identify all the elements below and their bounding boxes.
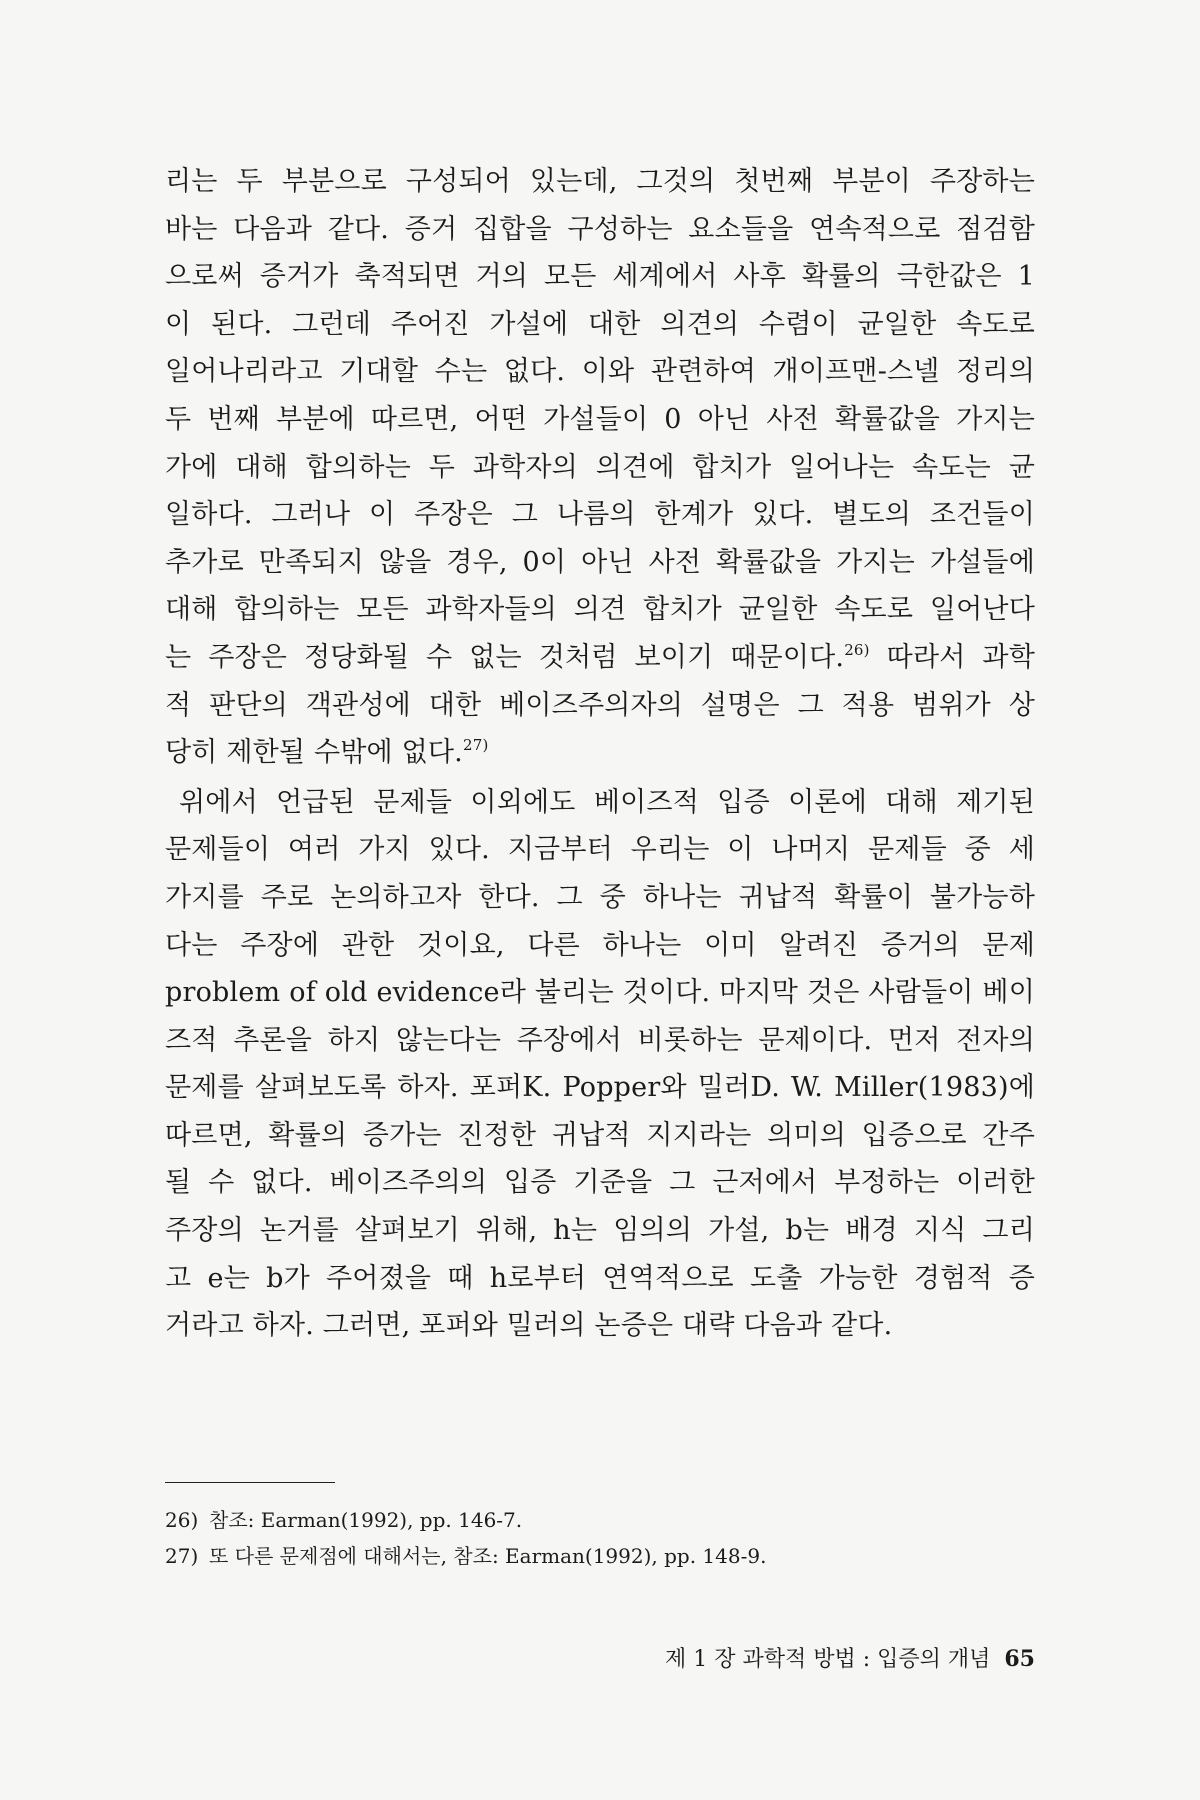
paragraph-1 [165,158,1035,777]
text-line: 적 판단의 객관성에 대한 베이즈주의자의 설명은 그 적용 범위가 상 [165,689,1035,721]
text-line-with-footnote-ref [165,729,1035,777]
text-line: 주장의 논거를 살펴보기 위해, h는 임의의 가설, b는 배경 지식 그리 [165,1215,1035,1247]
text-line: 리는 두 부분으로 구성되어 있는데, 그것의 첫번째 부분이 주장하는 [165,166,1035,197]
text-segment: 당히 제한될 수밖에 없다. [165,737,463,769]
footnote-ref-27[interactable]: 27) [462,736,489,755]
footnote-27 [165,1538,1035,1574]
footnote-divider [165,1482,335,1483]
text-line: 문제들이 여러 가지 있다. 지금부터 우리는 이 나머지 문제들 중 세 [165,834,1035,866]
text-line: 고 e는 b가 주어졌을 때 h로부터 연역적으로 도출 가능한 경험적 증 [165,1262,1035,1294]
text-line: 대해 합의하는 모든 과학자들의 의견 합치가 균일한 속도로 일어난다 [165,594,1035,626]
footnote-26 [165,1502,1035,1538]
page-number: 65 [1004,1646,1035,1672]
text-line: 될 수 없다. 베이즈주의의 입증 기준을 그 근저에서 부정하는 이러한 [165,1167,1035,1199]
running-footer [665,1642,1035,1673]
text-line: 일어나리라고 기대할 수는 없다. 이와 관련하여 개이프맨-스넬 정리의 [165,356,1035,388]
text-line: 이 된다. 그런데 주어진 가설에 대한 의견의 수렴이 균일한 속도로 [165,308,1035,340]
text-line: 일하다. 그러나 이 주장은 그 나름의 한계가 있다. 별도의 조건들이 [165,499,1035,531]
text-line-with-footnote-ref [165,634,1035,682]
text-line: 가지를 주로 논의하고자 한다. 그 중 하나는 귀납적 확률이 불가능하 [165,881,1035,913]
text-line: 문제를 살펴보도록 하자. 포퍼K. Popper와 밀러D. W. Miller(1983)에 [165,1072,1035,1104]
footnote-text: 또 다른 문제점에 대해서는, 참조: Earman(1992), pp. 148-9. [209,1544,767,1568]
text-line: 다는 주장에 관한 것이요, 다른 하나는 이미 알려진 증거의 문제 [165,929,1035,961]
body-text [165,158,1035,1350]
text-segment: 따라서 과학 [869,641,1035,673]
footnotes [165,1502,1035,1574]
chapter-title: 제 1 장 과학적 방법 : 입증의 개념 [664,1647,991,1672]
text-line: 거라고 하자. 그러면, 포퍼와 밀러의 논증은 대략 다음과 같다. [165,1310,893,1342]
text-line: 따르면, 확률의 증가는 진정한 귀납적 지지라는 의미의 입증으로 간주 [165,1119,1035,1151]
text-line: 바는 다음과 같다. 증거 집합을 구성하는 요소들을 연속적으로 점검함 [165,213,1035,245]
text-line: 으로써 증거가 축적되면 거의 모든 세계에서 사후 확률의 극한값은 1 [165,261,1035,293]
text-line: 즈적 추론을 하지 않는다는 주장에서 비롯하는 문제이다. 먼저 전자의 [165,1024,1035,1056]
text-line: 두 번째 부분에 따르면, 어떤 가설들이 0 아닌 사전 확률값을 가지는 [165,403,1035,435]
paragraph-2 [165,779,1035,1350]
footnote-number: 27) [165,1544,199,1568]
text-line: problem of old evidence라 불리는 것이다. 마지막 것은 사람들이 베이 [165,977,1035,1009]
text-line: 추가로 만족되지 않을 경우, 0이 아닌 사전 확률값을 가지는 가설들에 [165,546,1035,578]
text-segment: 는 주장은 정당화될 수 없는 것처럼 보이기 때문이다. [165,641,845,673]
footnote-ref-26[interactable]: 26) [844,640,870,659]
footnote-number: 26) [165,1508,199,1532]
text-line: 위에서 언급된 문제들 이외에도 베이즈적 입증 이론에 대해 제기된 [179,786,1035,818]
text-line: 가에 대해 합의하는 두 과학자의 의견에 합치가 일어나는 속도는 균 [165,451,1035,483]
footnote-text: 참조: Earman(1992), pp. 146-7. [209,1508,523,1532]
